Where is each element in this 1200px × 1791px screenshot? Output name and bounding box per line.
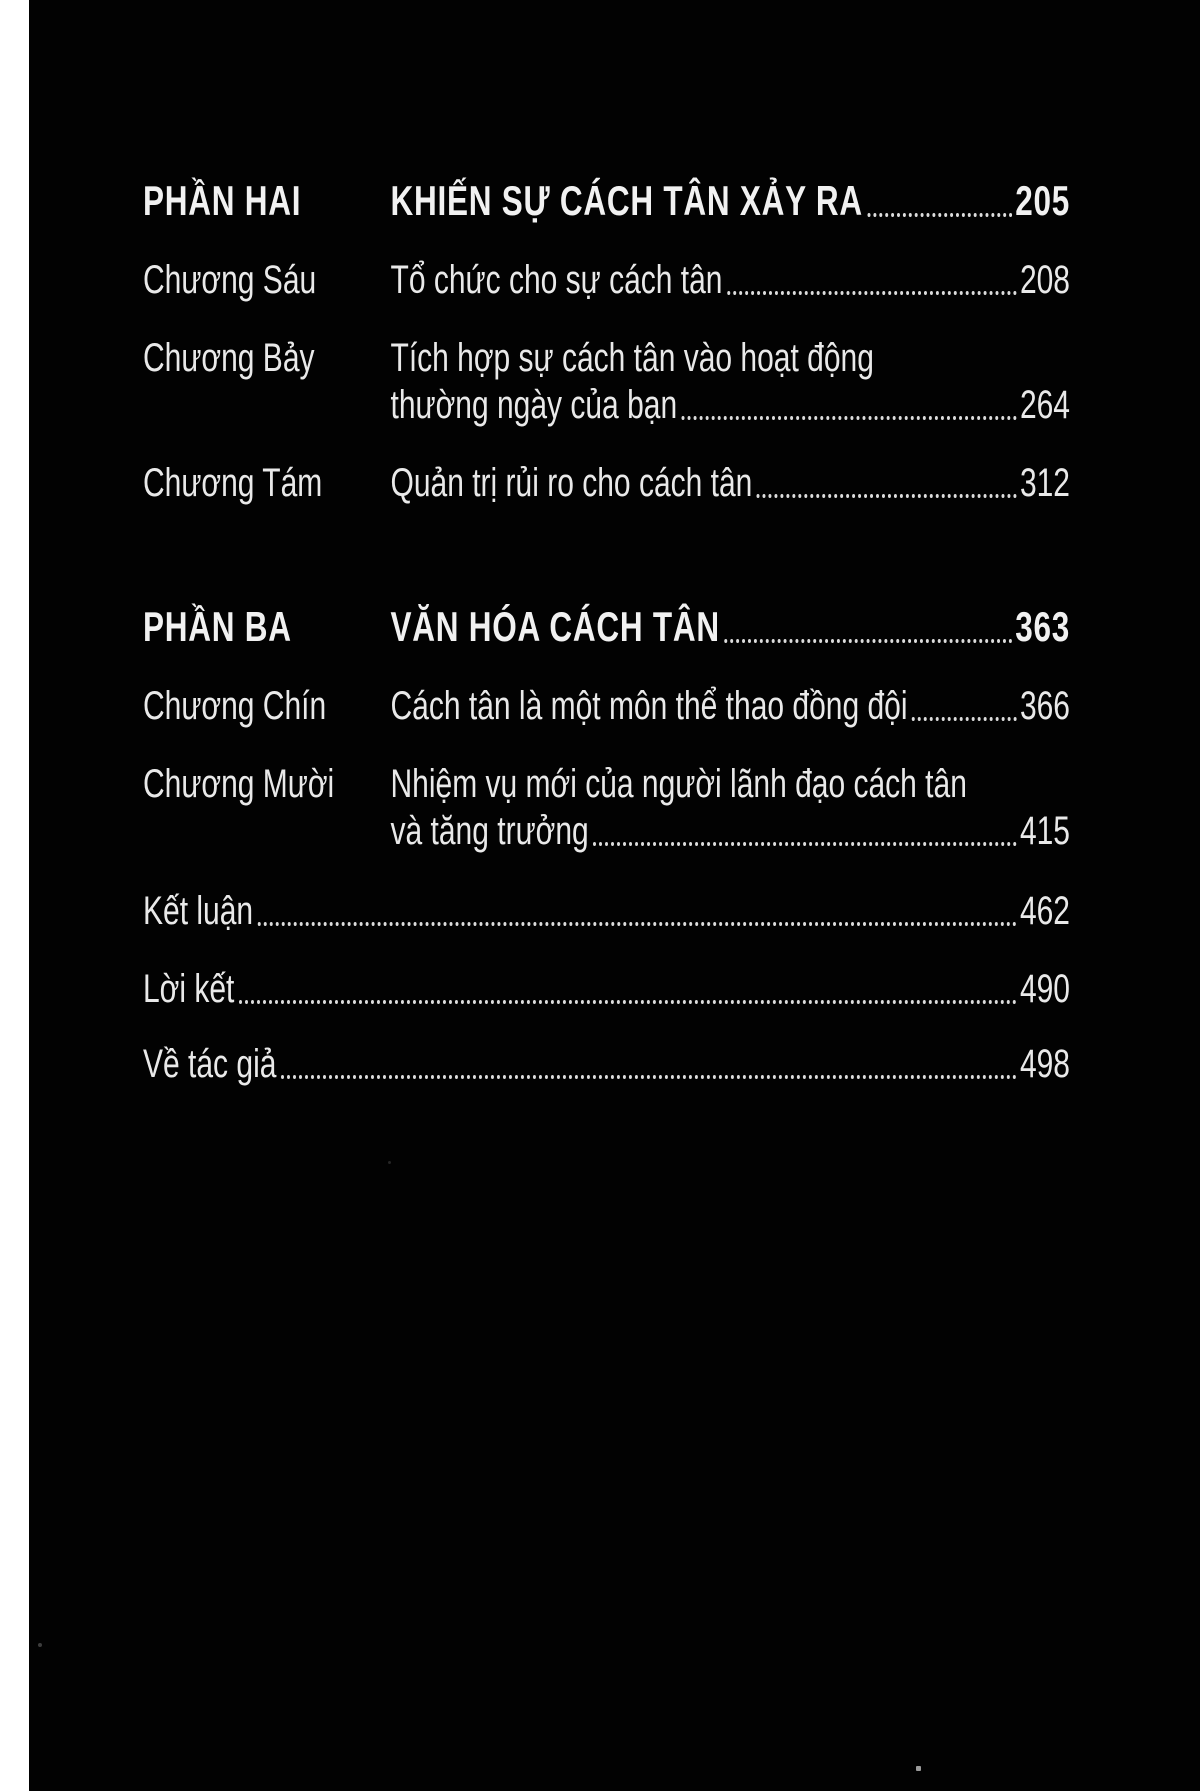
scan-edge-strip: [0, 0, 29, 1791]
page-number: 208: [1019, 258, 1070, 302]
dot-leader: [757, 494, 1017, 498]
section-title: KHIẾN SỰ CÁCH TÂN XẢY RA: [390, 177, 863, 224]
chapter-label: Chương Sáu: [143, 258, 317, 302]
page-number: 498: [1019, 1042, 1070, 1086]
entry-title-line2: và tăng trưởng: [390, 809, 589, 853]
scan-speck: [38, 1643, 42, 1647]
dot-leader: [281, 1075, 1017, 1079]
page-number: 205: [1015, 177, 1070, 224]
toc-entry-loi-ket: [143, 967, 1070, 1011]
scan-speck: [388, 1161, 391, 1164]
page-number: 264: [1019, 383, 1070, 427]
toc-entry-chuong-muoi: [143, 762, 1070, 853]
toc-entry-chuong-chin: [143, 684, 1070, 728]
dot-leader: [724, 639, 1012, 643]
toc-section-phan-ba: [143, 604, 1070, 853]
entry-title-line1: Tích hợp sự cách tân vào hoạt động: [390, 336, 874, 380]
section-heading-row: [143, 178, 1070, 224]
entry-title: Cách tân là một môn thể thao đồng đội: [390, 684, 908, 728]
entry-title-line1: Nhiệm vụ mới của người lãnh đạo cách tân: [390, 762, 967, 806]
dot-leader: [593, 842, 1017, 846]
section-title: VĂN HÓA CÁCH TÂN: [390, 603, 720, 650]
toc-entry-chuong-sau: [143, 258, 1070, 302]
entry-title: Quản trị rủi ro cho cách tân: [390, 461, 753, 505]
page-number: 415: [1019, 809, 1070, 853]
chapter-label: Chương Mười: [143, 762, 335, 806]
toc-entry-ket-luan: [143, 889, 1070, 933]
toc-entry-ve-tac-gia: [143, 1042, 1070, 1086]
page-number: 490: [1019, 967, 1070, 1011]
entry-title: Lời kết: [143, 967, 235, 1011]
chapter-label: Chương Chín: [143, 684, 327, 728]
dot-leader: [682, 416, 1017, 420]
toc-section-phan-hai: [143, 178, 1070, 505]
dot-leader: [912, 717, 1017, 721]
chapter-label: Chương Tám: [143, 461, 323, 505]
page-number: 312: [1019, 461, 1070, 505]
chapter-label: Chương Bảy: [143, 336, 315, 380]
dot-leader: [867, 213, 1012, 217]
page-number: 462: [1019, 889, 1070, 933]
section-label: PHẦN BA: [143, 603, 292, 650]
dot-leader: [727, 291, 1017, 295]
entry-title: Về tác giả: [143, 1042, 277, 1086]
toc-content: [143, 178, 1070, 1086]
toc-entry-chuong-bay: [143, 336, 1070, 427]
dot-leader: [258, 922, 1017, 926]
toc-entry-chuong-tam: [143, 461, 1070, 505]
entry-title: Kết luận: [143, 889, 254, 933]
dot-leader: [239, 1000, 1017, 1004]
section-label: PHẦN HAI: [143, 177, 302, 224]
page-number: 363: [1015, 603, 1070, 650]
page-number: 366: [1019, 684, 1070, 728]
scan-speck: [916, 1766, 921, 1771]
entry-title-line2: thường ngày của bạn: [390, 383, 678, 427]
section-heading-row: [143, 604, 1070, 650]
entry-title: Tổ chức cho sự cách tân: [390, 258, 723, 302]
